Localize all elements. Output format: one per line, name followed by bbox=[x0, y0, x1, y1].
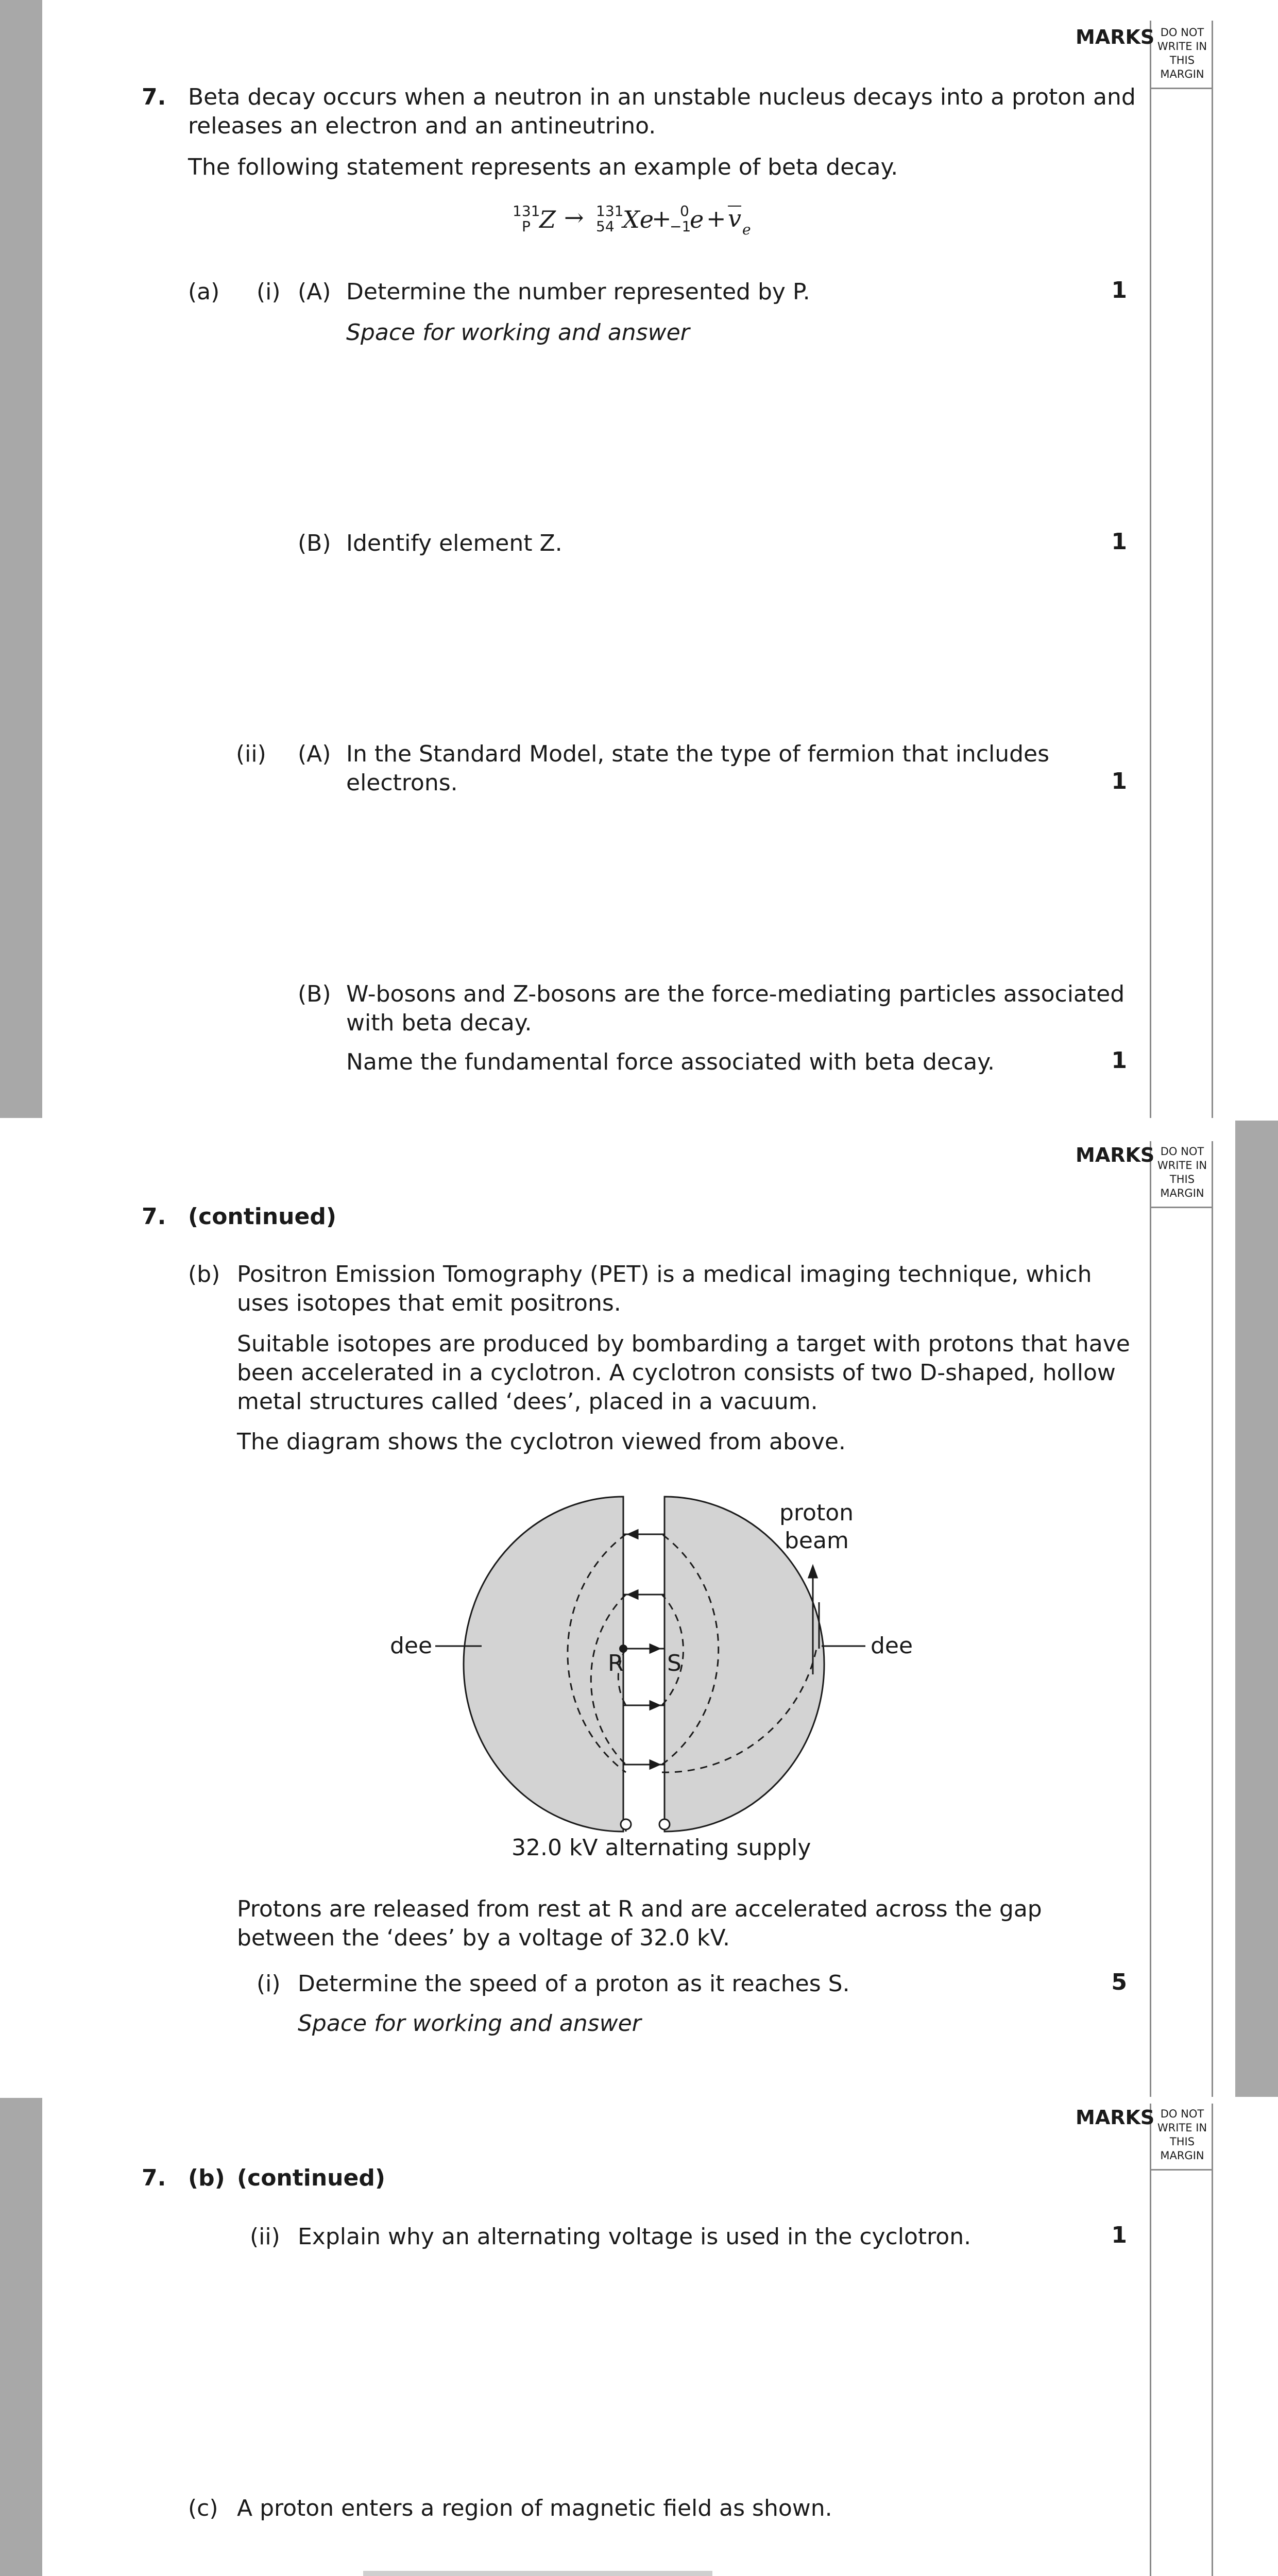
part-a-label: (a) bbox=[188, 279, 220, 305]
page1-margin-rule bbox=[1150, 88, 1213, 89]
page3-margin-line-left bbox=[1150, 2104, 1151, 2576]
marks-header: MARKS bbox=[1076, 26, 1155, 48]
part-a-i-A-label: (A) bbox=[298, 279, 331, 305]
part-b-i-label: (i) bbox=[257, 1971, 281, 1997]
working-space-label: Space for working and answer bbox=[346, 319, 690, 346]
page2-margin-line-left bbox=[1150, 1141, 1151, 2097]
part-b-text-1b: uses isotopes that emit positrons. bbox=[237, 1290, 621, 1316]
part-a-i-label: (i) bbox=[257, 279, 281, 305]
intro-line-2: releases an electron and an antineutrino. bbox=[188, 113, 656, 139]
part-b-ii-label: (ii) bbox=[250, 2224, 280, 2250]
page3-left-bar bbox=[0, 2098, 42, 2576]
page1-left-bar bbox=[0, 0, 42, 1118]
part-c-text: A proton enters a region of magnetic field as shown. bbox=[237, 2495, 832, 2521]
part-b-text-4b: between the ‘dees’ by a voltage of 32.0 kV. bbox=[237, 1925, 730, 1951]
part-b-ii-text: Explain why an alternating voltage is used in the cyclotron. bbox=[298, 2224, 972, 2250]
margin-note: DO NOT WRITE IN THIS MARGIN bbox=[1157, 26, 1207, 80]
mark-a-i-B: 1 bbox=[1111, 529, 1127, 555]
intro-line-1: Beta decay occurs when a neutron in an unstable nucleus decays into a proton and bbox=[188, 84, 1136, 110]
left-dee bbox=[464, 1497, 623, 1832]
page2-margin-line-right bbox=[1212, 1141, 1213, 2097]
part-b-text-4a: Protons are released from rest at R and are accelerated across the gap bbox=[237, 1896, 1042, 1922]
page3-margin-line-right bbox=[1212, 2104, 1213, 2576]
mark-a-ii-A: 1 bbox=[1111, 768, 1127, 794]
mark-a-i-A: 1 bbox=[1111, 277, 1127, 303]
part-b-text-2c: metal structures called ‘dees’, placed in a vacuum. bbox=[237, 1388, 818, 1415]
field-region bbox=[363, 2571, 712, 2576]
antineutrino-symbol: v bbox=[728, 205, 741, 232]
part-b-i-text: Determine the speed of a proton as it reaches S. bbox=[298, 1971, 850, 1997]
gap-arrows bbox=[623, 1530, 664, 1769]
part-a-ii-B-text-3: Name the fundamental force associated with beta decay. bbox=[346, 1049, 995, 1075]
part-b-label: (b) bbox=[188, 1261, 220, 1287]
proton-beam-label-1: proton bbox=[779, 1500, 854, 1526]
part-b-text-1a: Positron Emission Tomography (PET) is a medical imaging technique, which bbox=[237, 1261, 1092, 1287]
margin-note: DO NOT WRITE IN THIS MARGIN bbox=[1157, 2108, 1207, 2162]
point-R-label: R bbox=[608, 1650, 624, 1676]
part-a-ii-A-text-1: In the Standard Model, state the type of fermion that includes bbox=[346, 741, 1050, 767]
page1-margin-line-left bbox=[1150, 21, 1151, 1118]
part-a-ii-B-label: (B) bbox=[298, 981, 331, 1007]
part-b-text-2a: Suitable isotopes are produced by bombarding a target with protons that have bbox=[237, 1331, 1130, 1357]
question-number: 7. bbox=[142, 1204, 166, 1230]
supply-label: 32.0 kV alternating supply bbox=[512, 1835, 811, 1861]
marks-header: MARKS bbox=[1076, 2106, 1155, 2129]
part-a-ii-B-text-1: W-bosons and Z-bosons are the force-mediating particles associated bbox=[346, 981, 1125, 1007]
page2-margin-rule bbox=[1150, 1207, 1213, 1208]
page2-right-bar bbox=[1235, 1121, 1278, 2097]
mark-b-ii: 1 bbox=[1111, 2222, 1127, 2248]
working-space-label: Space for working and answer bbox=[298, 2010, 641, 2037]
point-S-label: S bbox=[667, 1650, 681, 1676]
dee-left-label: dee bbox=[390, 1633, 433, 1659]
page1-margin-line-right bbox=[1212, 21, 1213, 1118]
margin-note: DO NOT WRITE IN THIS MARGIN bbox=[1157, 1145, 1207, 1199]
continued-label: (continued) bbox=[188, 1204, 336, 1230]
question-number: 7. bbox=[142, 2165, 166, 2191]
part-a-ii-A-text-2: electrons. bbox=[346, 770, 458, 796]
part-a-ii-label: (ii) bbox=[236, 741, 266, 767]
mark-b-i: 5 bbox=[1111, 1969, 1127, 1995]
continued-label: (continued) bbox=[237, 2165, 385, 2191]
part-b-text-2b: been accelerated in a cyclotron. A cyclotron consists of two D-shaped, hollow bbox=[237, 1360, 1116, 1386]
part-c-label: (c) bbox=[188, 2495, 218, 2521]
statement: The following statement represents an example of beta decay. bbox=[188, 154, 898, 180]
part-b-text-3: The diagram shows the cyclotron viewed from above. bbox=[237, 1429, 846, 1455]
marks-header: MARKS bbox=[1076, 1144, 1155, 1166]
mark-a-ii-B: 1 bbox=[1111, 1047, 1127, 1074]
part-a-i-B-label: (B) bbox=[298, 530, 331, 556]
magnetic-field-diagram bbox=[361, 2568, 824, 2576]
page3-margin-rule bbox=[1150, 2169, 1213, 2171]
proton-beam-label-2: beam bbox=[785, 1528, 849, 1554]
part-a-ii-B-text-2: with beta decay. bbox=[346, 1010, 532, 1036]
dee-right-label: dee bbox=[871, 1633, 913, 1659]
beta-decay-equation: 131 P Z → 131 54 Xe + 0 −1 e + v e bbox=[513, 202, 751, 238]
question-number: 7. bbox=[142, 84, 166, 110]
part-a-i-B-text: Identify element Z. bbox=[346, 530, 563, 556]
part-a-ii-A-label: (A) bbox=[298, 741, 331, 767]
part-b-label: (b) bbox=[188, 2165, 225, 2191]
part-a-i-A-text: Determine the number represented by P. bbox=[346, 279, 810, 305]
